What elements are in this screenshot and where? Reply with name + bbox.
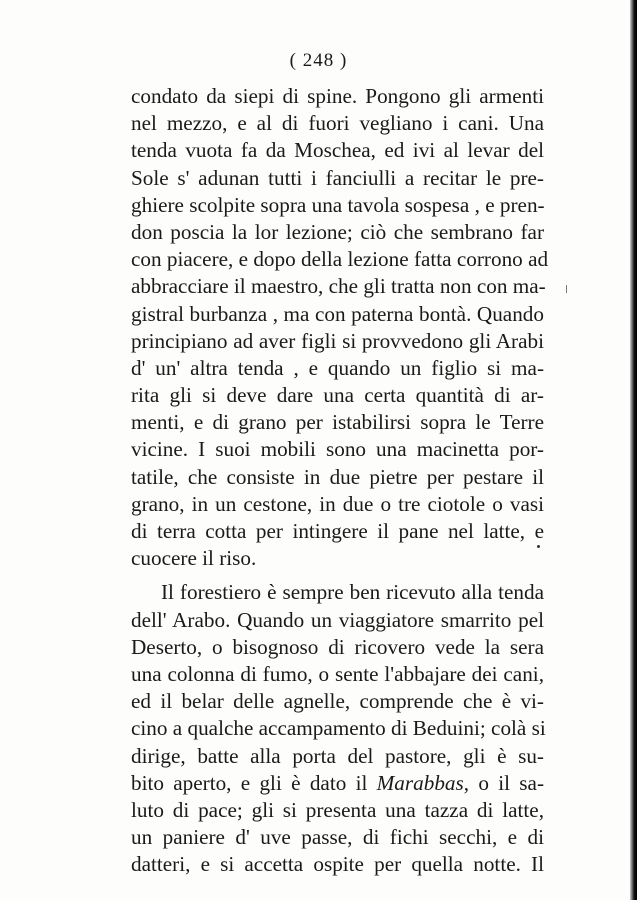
text-line: rita gli si deve dare una certa quantità di ar- [131, 383, 544, 408]
text-line: vicine. I suoi mobili sono una macinetta por- [131, 437, 544, 462]
text-line: abbracciare il maestro, che gli tratta non con ma- [131, 274, 546, 299]
text-line: cuocere il riso. [131, 546, 257, 571]
text-line: ghiere scolpite sopra una tavola sospesa , e pren- [131, 192, 545, 217]
paragraph-gap [131, 572, 544, 579]
paragraph-1 [131, 83, 549, 572]
text-line: datteri, e si accetta ospite per quella notte. Il [131, 852, 544, 877]
text-line: bito aperto, e gli è dato il Marabbas, o il sa- [131, 770, 545, 795]
ink-tick [566, 285, 567, 293]
text-line: dirige, batte alla porta del pastore, gli è su- [131, 743, 544, 768]
text-line: Deserto, o bisognoso di ricovero vede la sera [131, 634, 544, 659]
text-line: nel mezzo, e al di fuori vegliano i cani. Una [131, 111, 544, 136]
text-line: menti, e di grano per istabilirsi sopra le Terre [131, 410, 544, 435]
text-line: Il forestiero è sempre ben ricevuto alla tenda [161, 580, 544, 605]
text-line: gistral burbanza , ma con paterna bontà. Quando [131, 301, 544, 326]
text-line: cino a qualche accampamento di Beduini; colà si [131, 716, 546, 741]
page-edge-shadow [630, 0, 637, 900]
text-line: un paniere d' uve passe, di fichi secchi, e di [131, 825, 544, 850]
page-number: ( 248 ) [289, 50, 348, 71]
paragraph-2 [131, 579, 544, 878]
text-line: d' un' altra tenda , e quando un figlio si ma- [131, 355, 544, 380]
text-line: luto di pace; gli si presenta una tazza di latte, [131, 797, 544, 822]
text-line: tenda vuota fa da Moschea, ed ivi al levar del [131, 138, 544, 163]
text-line: grano, in un cestone, in due o tre ciotole o vasi [131, 491, 544, 516]
italic-term: Marabbas [376, 770, 464, 795]
text-line: di terra cotta per intingere il pane nel latte, e [131, 519, 544, 543]
text-line: ed il belar delle agnelle, comprende che è vi- [131, 689, 544, 714]
ink-speck [537, 545, 540, 548]
text-line: con piacere, e dopo della lezione fatta corrono ad [131, 247, 549, 272]
text-line: Sole s' adunan tutti i fanciulli a recitar le pre- [131, 165, 544, 190]
body-text [131, 83, 549, 878]
text-line: una colonna di fumo, o sente l'abbajare dei cani, [131, 661, 544, 686]
text-line: dell' Arabo. Quando un viaggiatore smarrito pel [131, 607, 544, 632]
text-line: tatile, che consiste in due pietre per pestare il [131, 464, 544, 489]
text-line: don poscia la lor lezione; ciò che sembrano far [131, 219, 544, 244]
text-line: condato da siepi di spine. Pongono gli armenti [131, 84, 544, 108]
text-line: principiano ad aver figli si provvedono gli Arabi [131, 328, 544, 353]
